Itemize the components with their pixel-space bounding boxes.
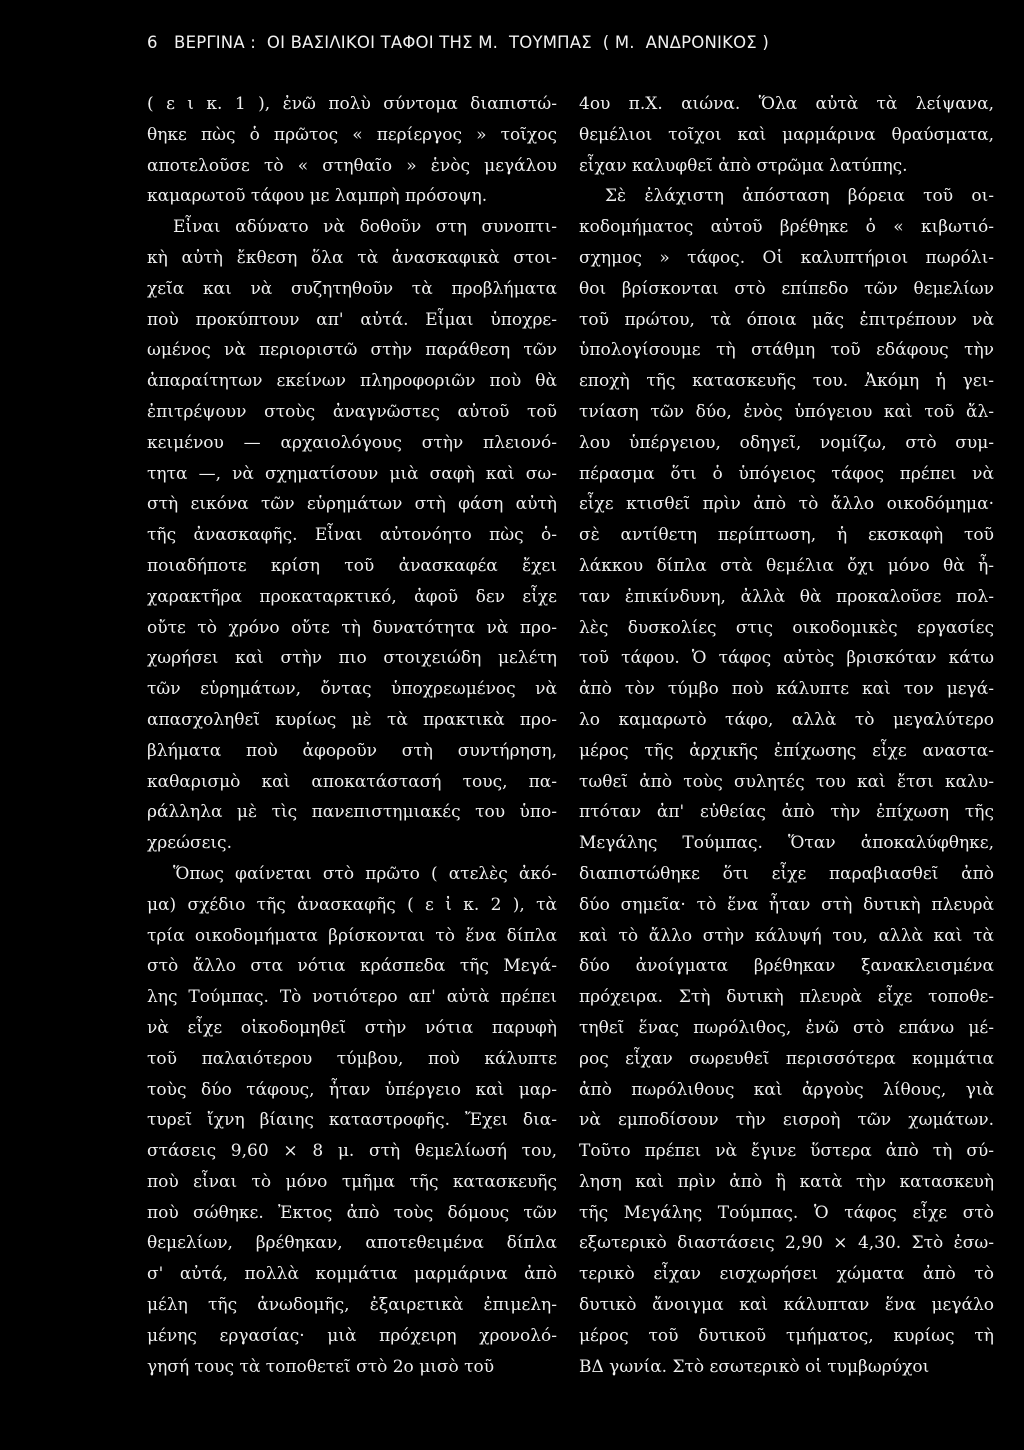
right-column-line: Τοῦτο πρέπει νὰ ἔγινε ὕστερα ἀπὸ τὴ σύ-	[579, 1141, 994, 1162]
left-column-line: μα) σχέδιο τῆς ἀνασκαφῆς ( ε ἰ κ. 2 ), τὰ	[147, 894, 557, 915]
right-column-line: εἶχαν καλυφθεῖ ἀπὸ στρῶμα λατύπης.	[579, 155, 908, 176]
right-column-line: διαπιστώθηκε ὅτι εἶχε παραβιασθεῖ ἀπὸ	[579, 863, 994, 884]
right-column-line: ταν ἐπικίνδυνη, ἀλλὰ θὰ προκαλοῦσε πολ-	[579, 586, 994, 607]
right-column-line: θεμέλιοι τοῖχοι καὶ μαρμάρινα θραύσματα,	[579, 124, 994, 145]
right-column-line: εξωτερικὸ διαστάσεις 2,90 × 4,30. Στὸ ἐσω-	[579, 1233, 994, 1254]
right-column-line: λὲς δυσκολίες στις οικοδομικὲς εργασίες	[579, 617, 994, 638]
right-column-line: τηθεῖ ἕνας πωρόλιθος, ἐνῶ στὸ επάνω μέ-	[579, 1017, 994, 1038]
left-column-line: ποὺ σώθηκε. Ἐκτος ἀπὸ τοὺς δόμους τῶν	[147, 1202, 557, 1223]
left-column-line: καμαρωτοῦ τάφου με λαμπρὴ πρόσοψη.	[147, 186, 488, 207]
right-column-line: ρος εἶχαν σωρευθεῖ περισσότερα κομμάτια	[579, 1048, 994, 1069]
right-column-line: θοι βρίσκονται στὸ επίπεδο τῶν θεμελίων	[579, 278, 994, 299]
left-column-line: αποτελοῦσε τὸ « στηθαῖο » ἑνὸς μεγάλου	[147, 155, 557, 176]
left-column-line: τοὺς δύο τάφους, ἦταν ὑπέργειο καὶ μαρ-	[147, 1079, 557, 1100]
running-title: ΒΕΡΓΙΝΑ : ΟΙ ΒΑΣΙΛΙΚΟΙ ΤΑΦΟΙ ΤΗΣ Μ. ΤΟΥΜΠΑΣ ( Μ. ΑΝΔΡΟΝΙΚΟΣ )	[174, 33, 769, 52]
left-column-line: τητα —, νὰ σχηματίσουν μιὰ σαφὴ καὶ σω-	[147, 463, 557, 484]
right-column-line: ἀπὸ τὸν τύμβο ποὺ κάλυπτε καὶ τον μεγά-	[579, 679, 994, 700]
left-column-line: κὴ αὐτὴ ἔκθεση ὅλα τὰ ἀνασκαφικὰ στοι-	[147, 247, 557, 268]
left-column-line: τῶν εὑρημάτων, ὄντας ὑποχρεωμένος νὰ	[147, 679, 557, 700]
page-number: 6	[147, 33, 158, 52]
left-column-line: ποὺ προκύπτουν απ' αὐτά. Εἶμαι ὑποχρε-	[147, 309, 557, 330]
right-column-line: ἀπὸ πωρόλιθους καὶ ἀργοὺς λίθους, γιὰ	[579, 1079, 994, 1100]
right-column-line: λου ὑπέργειου, οδηγεῖ, νομίζω, στὸ συμ-	[579, 432, 994, 453]
left-column-line: βλήματα ποὺ ἀφοροῦν στὴ συντήρηση,	[147, 740, 557, 761]
left-column-line: τῆς ἀνασκαφῆς. Εἶναι αὐτονόητο πὼς ὁ-	[147, 525, 557, 546]
left-column-line: ποιαδήποτε κρίση τοῦ ἀνασκαφέα ἔχει	[147, 555, 557, 576]
right-column-line: νὰ εμποδίσουν τὴν εισροὴ τῶν χωμάτων.	[579, 1110, 994, 1131]
left-column-line: στὸ ἄλλο στα νότια κράσπεδα τῆς Μεγά-	[147, 956, 557, 977]
right-column-line: μέρος τοῦ δυτικοῦ τμήματος, κυρίως τὴ	[579, 1325, 994, 1346]
left-column-line: κειμένου — αρχαιολόγους στὴν πλειονό-	[147, 432, 557, 453]
left-column-line: ράλληλα μὲ τὶς πανεπιστημιακές του ὑπο-	[147, 802, 557, 823]
left-column-line: θηκε πὼς ὁ πρῶτος « περίεργος » τοῖχος	[147, 124, 557, 145]
left-column-line: τρία οικοδομήματα βρίσκονται τὸ ἕνα δίπλα	[147, 925, 557, 946]
left-column-line: στὴ εικόνα τῶν εὑρημάτων στὴ φάση αὐτὴ	[147, 494, 557, 515]
left-column-line: γησή τους τὰ τοποθετεῖ στὸ 2ο μισὸ τοῦ	[147, 1356, 495, 1377]
right-column-line: 4ου π.Χ. αιώνα. Ὅλα αὐτὰ τὰ λείψανα,	[579, 94, 994, 114]
left-column-line: σ' αὐτά, πολλὰ κομμάτια μαρμάρινα ἀπὸ	[147, 1264, 557, 1285]
left-column-line: μέλη τῆς ἀνωδομῆς, ἐξαιρετικὰ ἐπιμελη-	[147, 1295, 557, 1316]
left-column-line: λης Τούμπας. Τὸ νοτιότερο απ' αὐτὰ πρέπει	[147, 987, 557, 1008]
right-column-line: πρόχειρα. Στὴ δυτικὴ πλευρὰ εἶχε τοποθε-	[579, 987, 994, 1008]
right-column-line: μέρος τῆς ἀρχικῆς ἐπίχωσης εἶχε αναστα-	[579, 740, 994, 761]
right-column-line: τοῦ πρώτου, τὰ όποια μᾶς ἐπιτρέπουν νὰ	[579, 309, 994, 330]
right-column-line: ληση καὶ πρὶν ἀπὸ ἢ κατὰ τὴν κατασκευὴ	[579, 1171, 994, 1192]
right-column-line: τῆς Μεγάλης Τούμπας. Ὁ τάφος εἶχε στὸ	[579, 1202, 994, 1223]
right-column-line: σχημος » τάφος. Οἱ καλυπτήριοι πωρόλι-	[579, 247, 994, 268]
left-column-line: νὰ εἶχε οἰκοδομηθεῖ στὴν νότια παρυφὴ	[147, 1017, 557, 1038]
left-column-line: τοῦ παλαιότερου τύμβου, ποὺ κάλυπτε	[147, 1048, 557, 1069]
right-column-line: δυτικὸ ἄνοιγμα καὶ κάλυπταν ἕνα μεγάλο	[579, 1295, 994, 1316]
left-column-line: ποὺ εἶναι τὸ μόνο τμῆμα τῆς κατασκευῆς	[147, 1171, 557, 1192]
right-column-line: τνίαση τῶν δύο, ἑνὸς ὑπόγειου καὶ τοῦ ἄλ-	[579, 401, 994, 422]
right-column-line: πέρασμα ὅτι ὁ ὑπόγειος τάφος πρέπει νὰ	[579, 463, 994, 484]
left-column-line: θεμελίων, βρέθηκαν, αποτεθειμένα δίπλα	[147, 1233, 557, 1254]
right-column-line: ΒΔ γωνία. Στὸ εσωτερικὸ οἱ τυμβωρύχοι	[579, 1356, 930, 1377]
left-column-line: Εἶναι αδύνατο νὰ δοθοῦν στη συνοπτι-	[173, 217, 557, 238]
right-column-line: τοῦ τάφου. Ὁ τάφος αὐτὸς βρισκόταν κάτω	[579, 648, 994, 669]
left-column-line: τυρεῖ ἴχνη βίαιης καταστροφῆς. Ἔχει δια-	[147, 1110, 557, 1131]
left-column-line: χρεώσεις.	[147, 833, 232, 854]
right-column-line: λάκκου δίπλα στὰ θεμέλια ὄχι μόνο θὰ ἦ-	[579, 555, 994, 576]
right-column-line: κοδομήματος αὐτοῦ βρέθηκε ὁ « κιβωτιό-	[579, 217, 994, 238]
right-column-line: δύο σημεῖα· τὸ ἕνα ἦταν στὴ δυτικὴ πλευρὰ	[579, 894, 994, 915]
left-column-line: απασχοληθεῖ κυρίως μὲ τὰ πρακτικὰ προ-	[147, 709, 557, 730]
left-column-line: χεῖα και νὰ συζητηθοῦν τὰ προβλήματα	[147, 278, 557, 299]
left-column	[147, 89, 557, 1382]
right-column-line: λο καμαρωτὸ τάφο, αλλὰ τὸ μεγαλύτερο	[579, 709, 994, 730]
right-column	[579, 89, 994, 1382]
left-column-line: μένης εργασίας· μιὰ πρόχειρη χρονολό-	[147, 1325, 557, 1346]
right-column-line: καὶ τὸ ἄλλο στὴν κάλυψή του, αλλὰ καὶ τὰ	[579, 925, 994, 946]
left-column-line: χωρήσει καὶ στὴν πιο στοιχειώδη μελέτη	[147, 648, 557, 669]
left-column-line: ἀπαραίτητων εκείνων πληροφοριῶν ποὺ θὰ	[147, 371, 557, 392]
left-column-line: ἐπιτρέψουν στοὺς ἀναγνῶστες αὐτοῦ τοῦ	[147, 401, 557, 422]
left-column-line: ωμένος νὰ περιοριστῶ στὴν παράθεση τῶν	[147, 340, 557, 361]
right-column-line: Μεγάλης Τούμπας. Ὅταν ἀποκαλύφθηκε,	[579, 833, 994, 854]
left-column-line: Ὅπως φαίνεται στὸ πρῶτο ( ατελὲς ἀκό-	[173, 863, 557, 884]
running-header	[147, 33, 769, 52]
left-column-line: καθαρισμὸ καὶ αποκατάστασή τους, πα-	[147, 771, 557, 792]
right-column-line: σὲ αντίθετη περίπτωση, ἡ εκσκαφὴ τοῦ	[579, 525, 994, 546]
left-column-line: ( ε ι κ. 1 ), ἐνῶ πολὺ σύντομα διαπιστώ-	[147, 94, 557, 114]
left-column-line: στάσεις 9,60 × 8 μ. στὴ θεμελίωσή του,	[147, 1141, 557, 1162]
right-column-line: τωθεῖ ἀπὸ τοὺς συλητές του καὶ ἔτσι καλυ-	[579, 771, 994, 792]
right-column-line: Σὲ ἐλάχιστη ἀπόσταση βόρεια τοῦ οι-	[605, 186, 994, 207]
right-column-line: ὑπολογίσουμε τὴ στάθμη τοῦ εδάφους τὴν	[579, 340, 994, 361]
left-column-line: οὔτε τὸ χρόνο οὔτε τὴ δυνατότητα νὰ προ-	[147, 617, 557, 638]
left-column-line: χαρακτῆρα προκαταρκτικό, ἀφοῦ δεν εἶχε	[147, 586, 557, 607]
right-column-line: πτόταν ἀπ' εὐθείας ἀπὸ τὴν ἐπίχωση τῆς	[579, 802, 994, 823]
right-column-line: εἶχε κτισθεῖ πρὶν ἀπὸ τὸ ἄλλο οικοδόμημα·	[579, 494, 994, 515]
right-column-line: δύο ἀνοίγματα βρέθηκαν ξανακλεισμένα	[579, 956, 994, 977]
right-column-line: εποχὴ τῆς κατασκευῆς του. Ἀκόμη ἡ γει-	[579, 371, 994, 392]
right-column-line: τερικὸ εἶχαν εισχωρήσει χώματα ἀπὸ τὸ	[579, 1264, 994, 1285]
